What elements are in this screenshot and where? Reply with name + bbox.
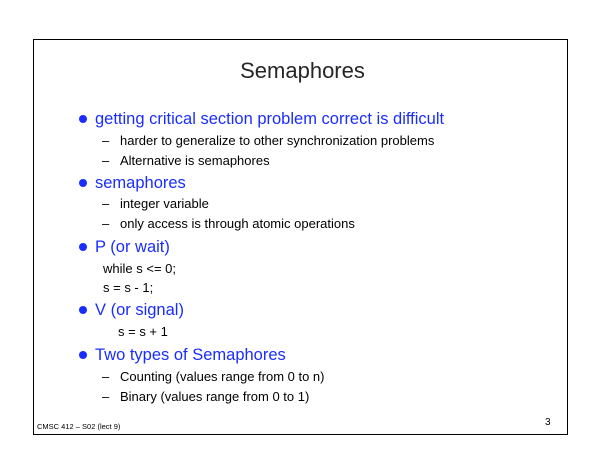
code-line: while s <= 0;: [103, 261, 176, 276]
code-line: s = s + 1: [118, 324, 168, 339]
dash-icon: –: [102, 153, 110, 168]
sub-item-text: harder to generalize to other synchronization problems: [120, 133, 435, 148]
dash-icon: –: [102, 369, 110, 384]
sub-item-text: integer variable: [120, 196, 209, 211]
sub-item-text: Counting (values range from 0 to n): [120, 369, 325, 384]
bullet-dot-icon: [79, 115, 87, 123]
slide-title: Semaphores: [240, 58, 365, 83]
bullet-dot-icon: [79, 243, 87, 251]
dash-icon: –: [102, 196, 110, 211]
bullet-dot-icon: [79, 306, 87, 314]
dash-icon: –: [102, 216, 110, 231]
page-number: 3: [545, 417, 551, 428]
dash-icon: –: [102, 133, 110, 148]
bullet-dot-icon: [79, 351, 87, 359]
bullet-dot-icon: [79, 179, 87, 187]
bullet-text: P (or wait): [95, 238, 170, 256]
bullet-text: semaphores: [95, 174, 186, 192]
code-line: s = s - 1;: [103, 280, 154, 295]
sub-item-text: Binary (values range from 0 to 1): [120, 389, 310, 404]
sub-item-text: only access is through atomic operations: [120, 216, 355, 231]
dash-icon: –: [102, 389, 110, 404]
sub-item-text: Alternative is semaphores: [120, 153, 270, 168]
bullet-text: Two types of Semaphores: [95, 346, 286, 364]
bullet-text: V (or signal): [95, 301, 184, 319]
slide-footer: CMSC 412 – S02 (lect 9): [37, 422, 121, 431]
bullet-text: getting critical section problem correct is difficult: [95, 110, 445, 128]
